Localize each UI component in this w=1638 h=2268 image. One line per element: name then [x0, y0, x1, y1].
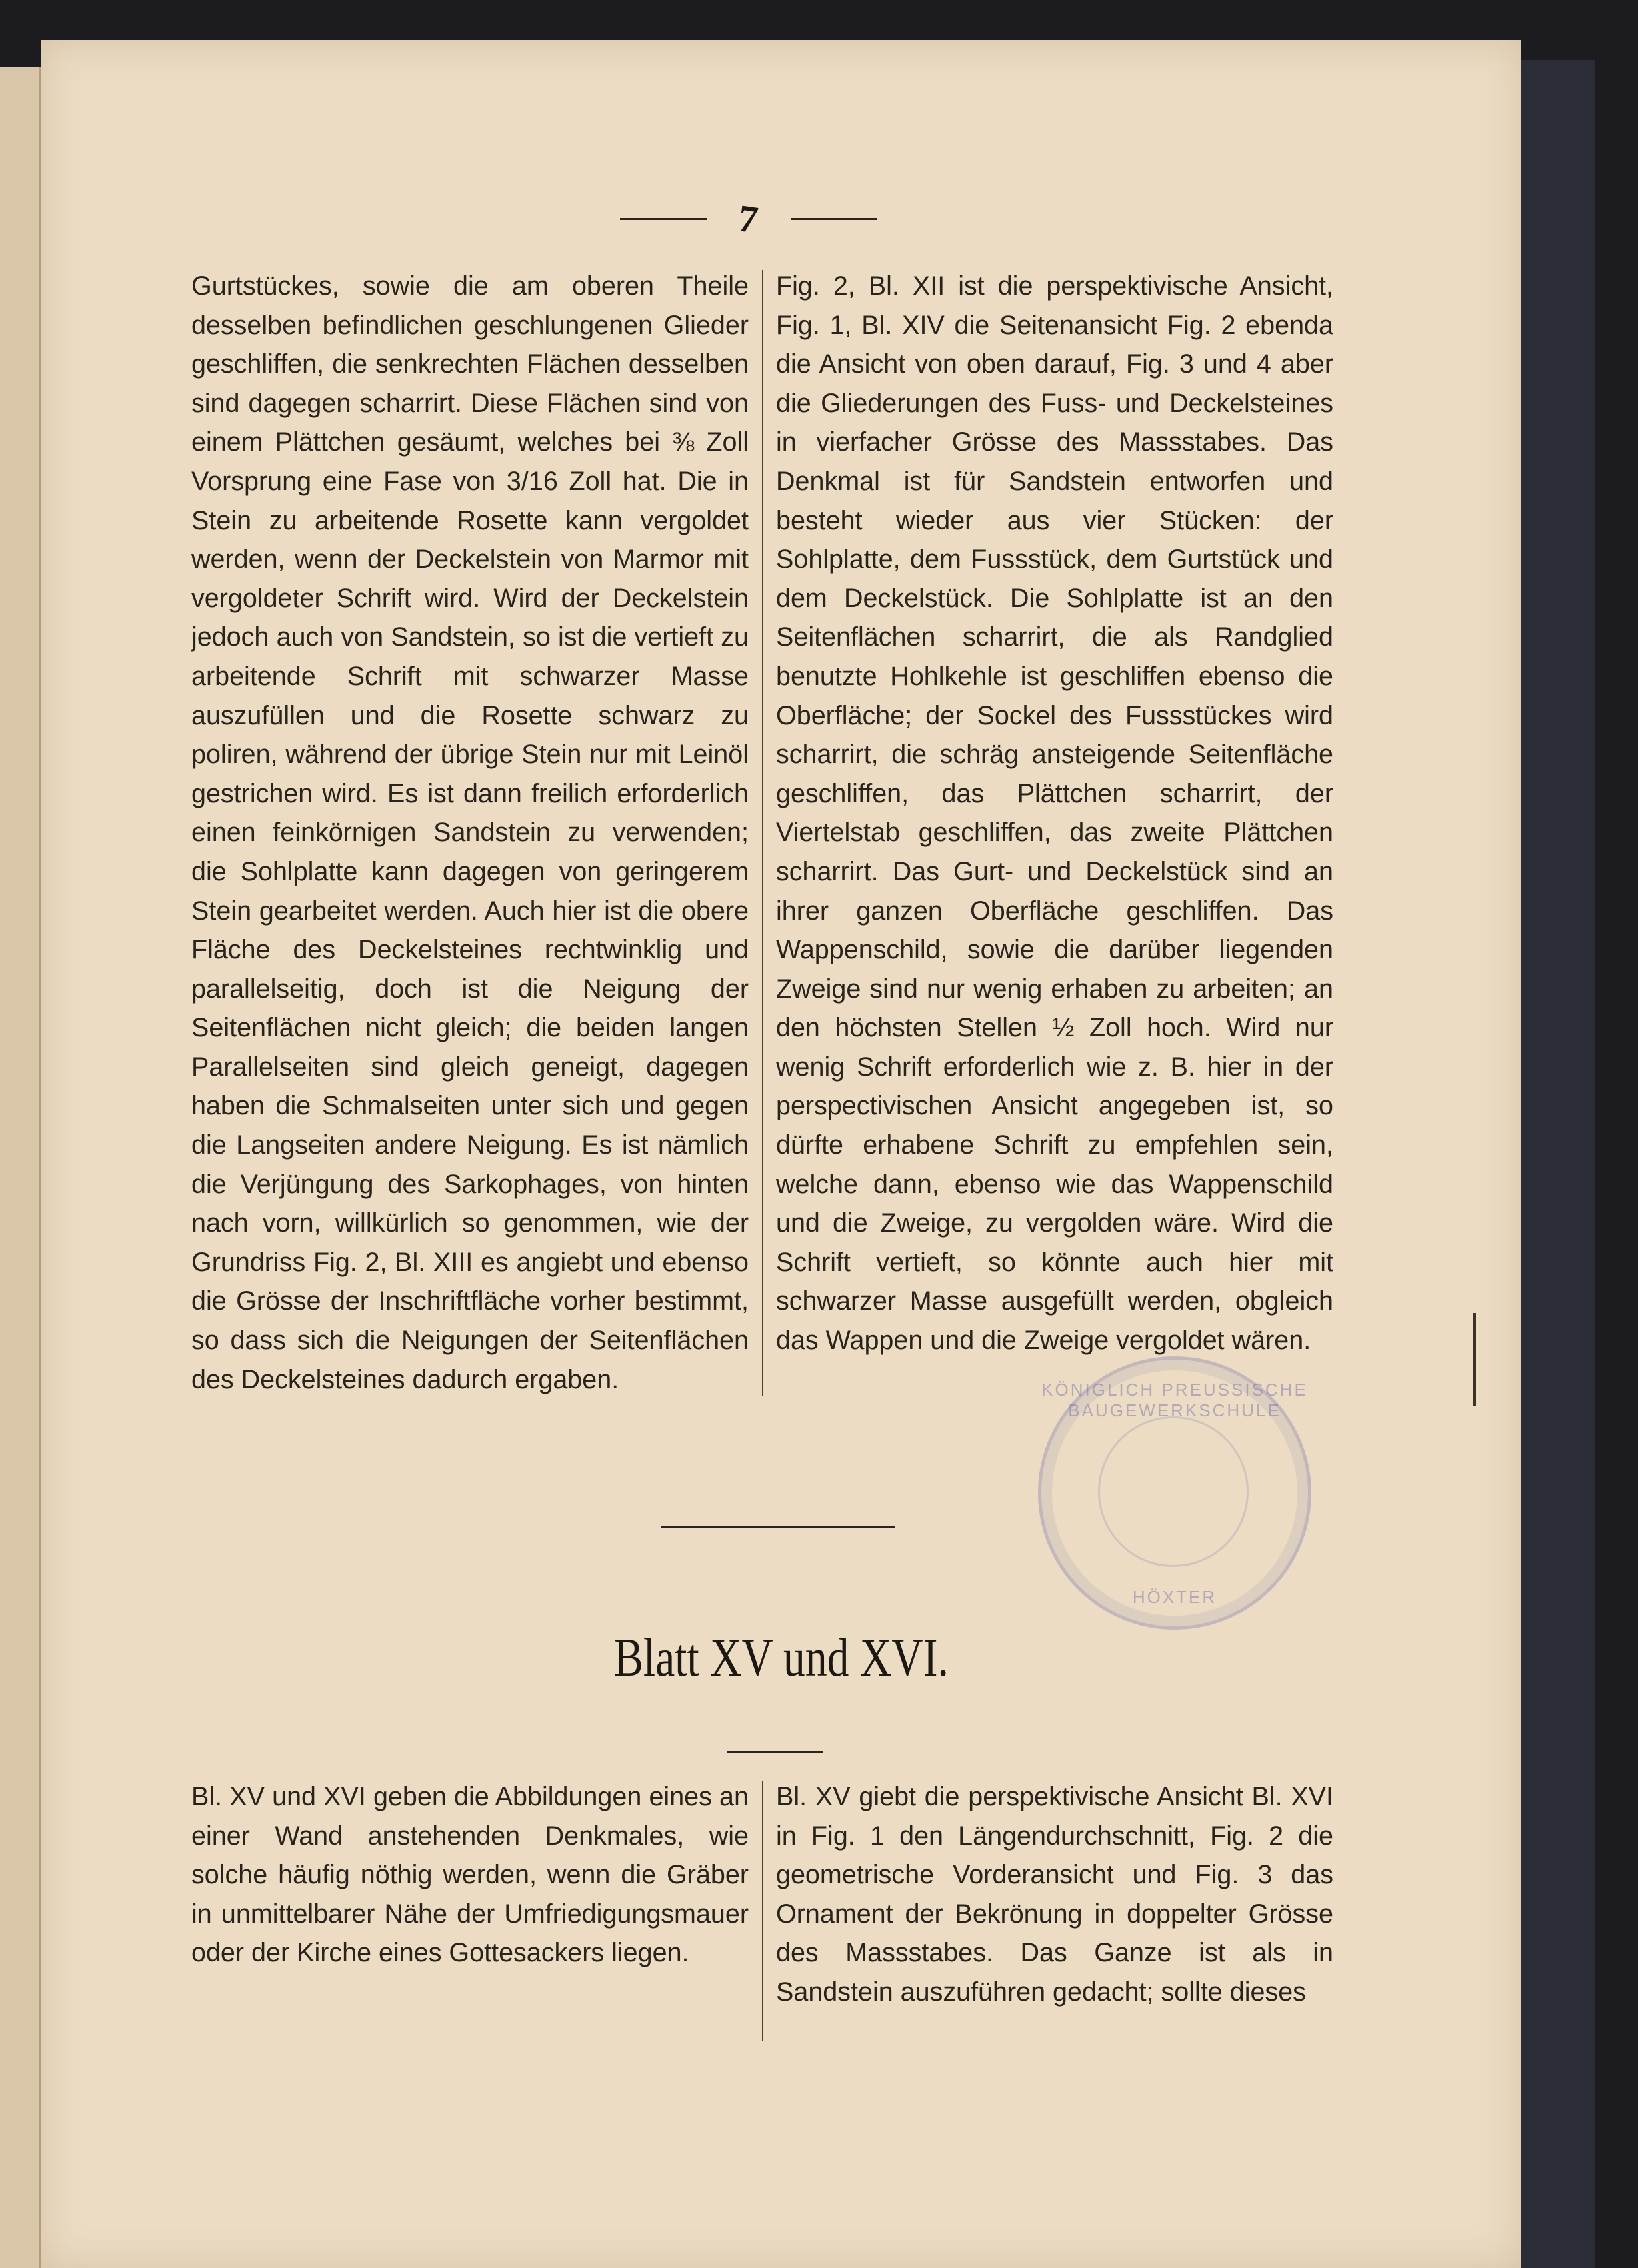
page-edge-mark	[1473, 1313, 1476, 1406]
header-rule-right	[791, 218, 877, 220]
column-divider-top	[762, 270, 763, 1396]
section-heading: Blatt XV und XVI.	[614, 1627, 949, 1688]
paragraph: Bl. XV und XVI geben die Abbildungen eines an einer Wand anstehenden Denkmales, wie solche häufig nöthig werden, wenn die Gräber in unmittelbarer Nähe der Umfriedigungsmauer oder der Kirche eines Gottesackers liegen.	[191, 1782, 749, 1968]
page-header	[41, 196, 1521, 242]
section-divider	[661, 1526, 895, 1528]
page	[41, 40, 1521, 2268]
column-right-bottom	[776, 1777, 1333, 2012]
column-right-top	[776, 267, 1333, 1360]
column-divider-bottom	[762, 1781, 763, 2041]
library-stamp	[1038, 1356, 1311, 1630]
paragraph: Fig. 2, Bl. XII ist die perspektivische Ansicht, Fig. 1, Bl. XIV die Seitenansicht Fig. 2 ebenda die Ansicht von oben darauf, Fig. 3 und 4 aber die Gliederungen des Fuss- und Deckelsteines in vierfacher Grösse des Massstabes. Das Denkmal ist für Sandstein entworfen und besteht wieder aus vier Stücken: der Sohlplatte, dem Fussstück, dem Gurtstück und dem Deckelstück. Die Sohlplatte ist an den Seitenflächen scharrirt, die als Randglied benutzte Hohlkehle ist geschliffen ebenso die Oberfläche; der Sockel des Fussstückes wird scharrirt, die schräg ansteigende Seitenfläche geschliffen, das Plättchen scharrirt, der Viertelstab geschliffen, das zweite Plättchen scharrirt. Das Gurt- und Deckelstück sind an ihrer ganzen Oberfläche geschliffen. Das Wappenschild, sowie die darüber liegenden Zweige sind nur wenig erhaben zu arbeiten; an den höchsten Stellen ½ Zoll hoch. Wird nur wenig Schrift erforderlich wie z. B. hier in der perspectivischen Ansicht angegeben ist, so dürfte erhabene Schrift zu empfehlen sein, welche dann, ebenso wie das Wappenschild und die Zweige, zu vergolden wäre. Wird die Schrift vertieft, so könnte auch hier mit schwarzer Masse ausgefüllt werden, obgleich das Wappen und die Zweige vergoldet wären.	[776, 271, 1333, 1356]
page-number: 7	[735, 196, 761, 242]
heading-underline	[727, 1751, 823, 1753]
column-left-top	[191, 267, 749, 1399]
facing-page-edge	[0, 67, 41, 2268]
stamp-bottom-text: HÖXTER	[1132, 1587, 1217, 1607]
header-rule-left	[620, 218, 707, 220]
column-left-bottom	[191, 1777, 749, 1973]
stamp-top-text: KÖNIGLICH PREUSSISCHE BAUGEWERKSCHULE	[1041, 1380, 1308, 1420]
paragraph: Bl. XV giebt die perspektivische Ansicht Bl. XVI in Fig. 1 den Längendurchschnitt, Fig. 2 die geometrische Vorderansicht und Fig. 3 das Ornament der Bekrönung in doppelter Grösse des Massstabes. Das Ganze ist als in Sandstein auszuführen gedacht; sollte dieses	[776, 1782, 1333, 2007]
paragraph: Gurtstückes, sowie die am oberen Theile desselben befindlichen geschlungenen Glieder geschliffen, die senkrechten Flächen desselben sind dagegen scharrirt. Diese Flächen sind von einem Plättchen gesäumt, welches bei ⅜ Zoll Vorsprung eine Fase von 3/16 Zoll hat. Die in Stein zu arbeitende Rosette kann vergoldet werden, wenn der Deckelstein von Marmor mit vergoldeter Schrift wird. Wird der Deckelstein jedoch auch von Sandstein, so ist die vertieft zu arbeitende Schrift mit schwarzer Masse auszufüllen und die Rosette schwarz zu poliren, während der übrige Stein nur mit Leinöl gestrichen wird. Es ist dann freilich erforderlich einen feinkörnigen Sandstein zu verwenden; die Sohlplatte kann dagegen von geringerem Stein gearbeitet werden. Auch hier ist die obere Fläche des Deckelsteines rechtwinklig und parallelseitig, doch ist die Neigung der Seitenflächen nicht gleich; die beiden langen Parallelseiten sind gleich geneigt, dagegen haben die Schmalseiten unter sich und gegen die Langseiten andere Neigung. Es ist nämlich die Verjüngung des Sarkophages, von hinten nach vorn, willkürlich so genommen, wie der Grundriss Fig. 2, Bl. XIII es angiebt und ebenso die Grösse der Inschriftfläche vorher bestimmt, so dass sich die Neigungen der Seitenflächen des Deckelsteines dadurch ergaben.	[191, 271, 749, 1394]
stamp-eagle-emblem	[1098, 1416, 1249, 1567]
